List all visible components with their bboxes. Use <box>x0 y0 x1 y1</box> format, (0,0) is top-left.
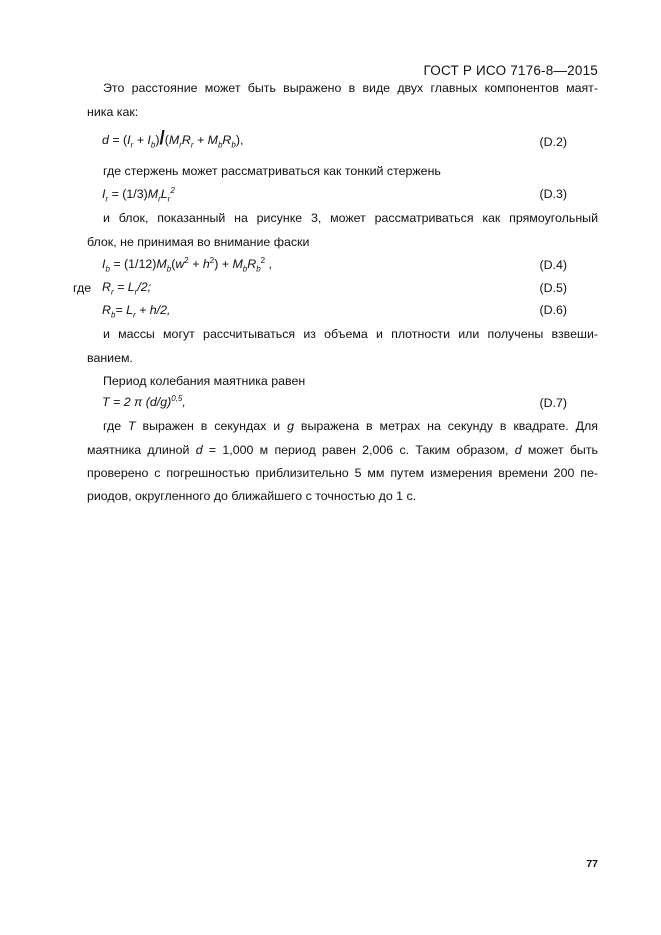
equation-d4: $I_b = (1/12)M_b(w^2 + h^2) + M_bR_b^2$ , <box>102 255 272 274</box>
paragraph-line: блок, не принимая во внимание фаски <box>87 235 310 249</box>
equation-number: (D.6) <box>539 303 567 317</box>
equation-number: (D.5) <box>539 281 567 295</box>
equation-d3: $I_r = (1/3)M_rL_r^2$ <box>102 185 175 204</box>
equation-number: (D.4) <box>539 258 567 272</box>
equation-d2: $d = (I_r + I_b)/(M_rR_r + M_bR_b)$, <box>102 128 244 150</box>
paragraph-line: и блок, показанный на рисунке 3, может рассматриваться как прямоугольный <box>103 211 598 225</box>
paragraph-line: Период колебания маятника равен <box>103 374 306 388</box>
equation-number: (D.7) <box>539 396 567 410</box>
document-header: ГОСТ Р ИСО 7176-8—2015 <box>423 63 598 78</box>
paragraph-line: проверено с погрешностью приблизительно 5 мм путем измерения времени 200 пе- <box>87 466 598 480</box>
page-number: 77 <box>586 858 598 870</box>
equation-number: (D.3) <box>539 187 567 201</box>
paragraph-line: ванием. <box>87 351 133 365</box>
paragraph-line: где T выражен в секундах и g выражена в метрах на секунду в квадрате. Для <box>103 419 598 433</box>
paragraph-line: ника как: <box>87 105 139 119</box>
paragraph-line: и массы могут рассчитываться из объема и плотности или получены взвеши- <box>103 327 598 341</box>
paragraph-line: Это расстояние может быть выражено в виде двух главных компонентов маят- <box>103 81 598 95</box>
equation-d6: $R_b= L_r + h/2$, <box>102 303 171 320</box>
equation-d7: T = 2 π $(d/g)^{0,5}$, <box>102 393 186 409</box>
paragraph-line: маятника длиной d = 1,000 м период равен 2,006 с. Таким образом, d может быть <box>87 443 598 457</box>
where-label: где <box>73 281 92 295</box>
paragraph-line: риодов, округленного до ближайшего с точностью до 1 с. <box>87 489 417 503</box>
equation-number: (D.2) <box>539 135 567 149</box>
paragraph-line: где стержень может рассматриваться как тонкий стержень <box>103 164 441 178</box>
equation-d5: $R_r = L_r/2$; <box>102 280 152 297</box>
